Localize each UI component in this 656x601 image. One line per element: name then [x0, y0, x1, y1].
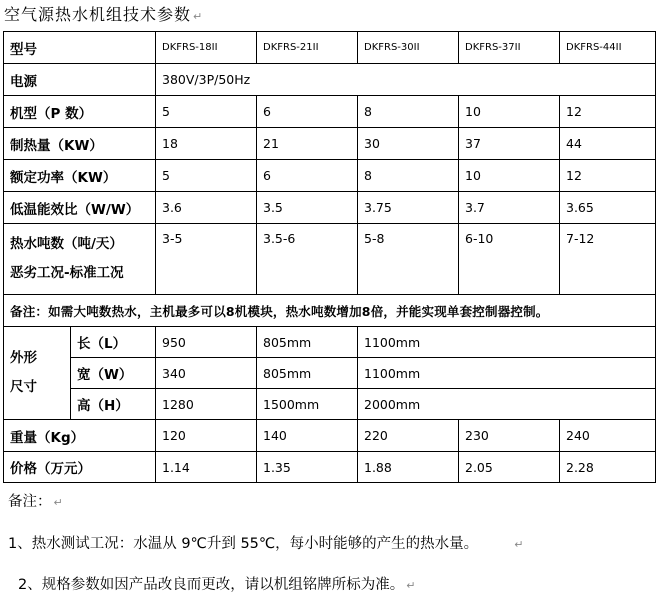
hot-water-condition-label: 恶劣工况-标准工况 [10, 265, 124, 281]
cell: 6 [257, 160, 358, 192]
cell: 18 [156, 128, 257, 160]
cell: 37 [459, 128, 560, 160]
table-row-dimension [4, 389, 656, 420]
row-label: 额定功率（KW） [4, 160, 156, 192]
table-row [4, 96, 656, 128]
cell: 3.6 [156, 192, 257, 224]
cell: 220 [358, 420, 459, 452]
cell: 2.28 [560, 452, 656, 483]
row-label-model: 型号 [4, 32, 156, 64]
cell: 3.65 [560, 192, 656, 224]
cell: 1500mm [257, 389, 358, 420]
document-title: 空气源热水机组技术参数 ↵ [4, 5, 204, 24]
table-note: 备注：如需大吨数热水，主机最多可以8机模块，热水吨数增加8倍，并能实现单套控制器控制。 [4, 295, 656, 327]
table-row-dimension [4, 327, 656, 358]
cell: 21 [257, 128, 358, 160]
dimension-row-label: 宽（W） [71, 358, 156, 389]
cell: 10 [459, 160, 560, 192]
table-row [4, 160, 656, 192]
table-row-power [4, 64, 656, 96]
cell: 44 [560, 128, 656, 160]
dimension-row-label: 长（L） [71, 327, 156, 358]
row-label: 机型（P 数） [4, 96, 156, 128]
cell: 5 [156, 160, 257, 192]
cell: 3.5 [257, 192, 358, 224]
cell: 240 [560, 420, 656, 452]
model-cell: DKFRS-37II [459, 32, 560, 64]
table-row [4, 192, 656, 224]
power-value: 380V/3P/50Hz [156, 64, 656, 96]
dimension-label-1: 外形 [10, 350, 37, 366]
cell: 12 [560, 160, 656, 192]
hot-water-label: 热水吨数（吨/天） [10, 236, 123, 252]
table-row-dimension [4, 358, 656, 389]
footnote-heading: 备注： ↵ [8, 494, 63, 510]
row-label-power: 电源 [4, 64, 156, 96]
cell: 1.14 [156, 452, 257, 483]
dimension-row-label: 高（H） [71, 389, 156, 420]
model-cell: DKFRS-18II [156, 32, 257, 64]
cell: 3-5 [156, 224, 257, 295]
cell: 30 [358, 128, 459, 160]
cell: 340 [156, 358, 257, 389]
cell: 120 [156, 420, 257, 452]
table-row [4, 128, 656, 160]
dimension-group-label [4, 327, 71, 420]
cell: 10 [459, 96, 560, 128]
cell: 230 [459, 420, 560, 452]
table-row-price [4, 452, 656, 483]
paragraph-mark-icon: ↵ [193, 10, 204, 23]
footnote-item-1: 1、热水测试工况：水温从 9℃升到 55℃，每小时能够的产生的热水量。 ↵ [8, 536, 524, 552]
cell: 3.75 [358, 192, 459, 224]
footnote-item-2: 2、规格参数如因产品改良而更改，请以机组铭牌所标为准。 ↵ [18, 577, 416, 593]
model-cell: DKFRS-21II [257, 32, 358, 64]
cell: 6 [257, 96, 358, 128]
table-row-hot-water [4, 224, 656, 295]
cell: 140 [257, 420, 358, 452]
model-cell: DKFRS-30II [358, 32, 459, 64]
cell: 1100mm [358, 327, 656, 358]
cell: 1100mm [358, 358, 656, 389]
paragraph-mark-icon: ↵ [53, 496, 63, 509]
row-label-weight: 重量（Kg） [4, 420, 156, 452]
row-label: 低温能效比（W/W） [4, 192, 156, 224]
cell: 950 [156, 327, 257, 358]
cell: 3.5-6 [257, 224, 358, 295]
cell: 2.05 [459, 452, 560, 483]
table-row-note [4, 295, 656, 327]
table-row-weight [4, 420, 656, 452]
cell: 5 [156, 96, 257, 128]
dimension-label-2: 尺寸 [10, 379, 37, 395]
spec-table [3, 31, 656, 483]
cell: 6-10 [459, 224, 560, 295]
cell: 805mm [257, 327, 358, 358]
row-label-hot-water [4, 224, 156, 295]
cell: 1.35 [257, 452, 358, 483]
cell: 8 [358, 96, 459, 128]
cell: 12 [560, 96, 656, 128]
cell: 7-12 [560, 224, 656, 295]
cell: 3.7 [459, 192, 560, 224]
row-label: 制热量（KW） [4, 128, 156, 160]
cell: 8 [358, 160, 459, 192]
paragraph-mark-icon: ↵ [406, 579, 416, 592]
table-row-model [4, 32, 656, 64]
cell: 805mm [257, 358, 358, 389]
cell: 1280 [156, 389, 257, 420]
cell: 5-8 [358, 224, 459, 295]
model-cell: DKFRS-44II [560, 32, 656, 64]
row-label-price: 价格（万元） [4, 452, 156, 483]
cell: 2000mm [358, 389, 656, 420]
cell: 1.88 [358, 452, 459, 483]
paragraph-mark-icon: ↵ [514, 538, 524, 551]
